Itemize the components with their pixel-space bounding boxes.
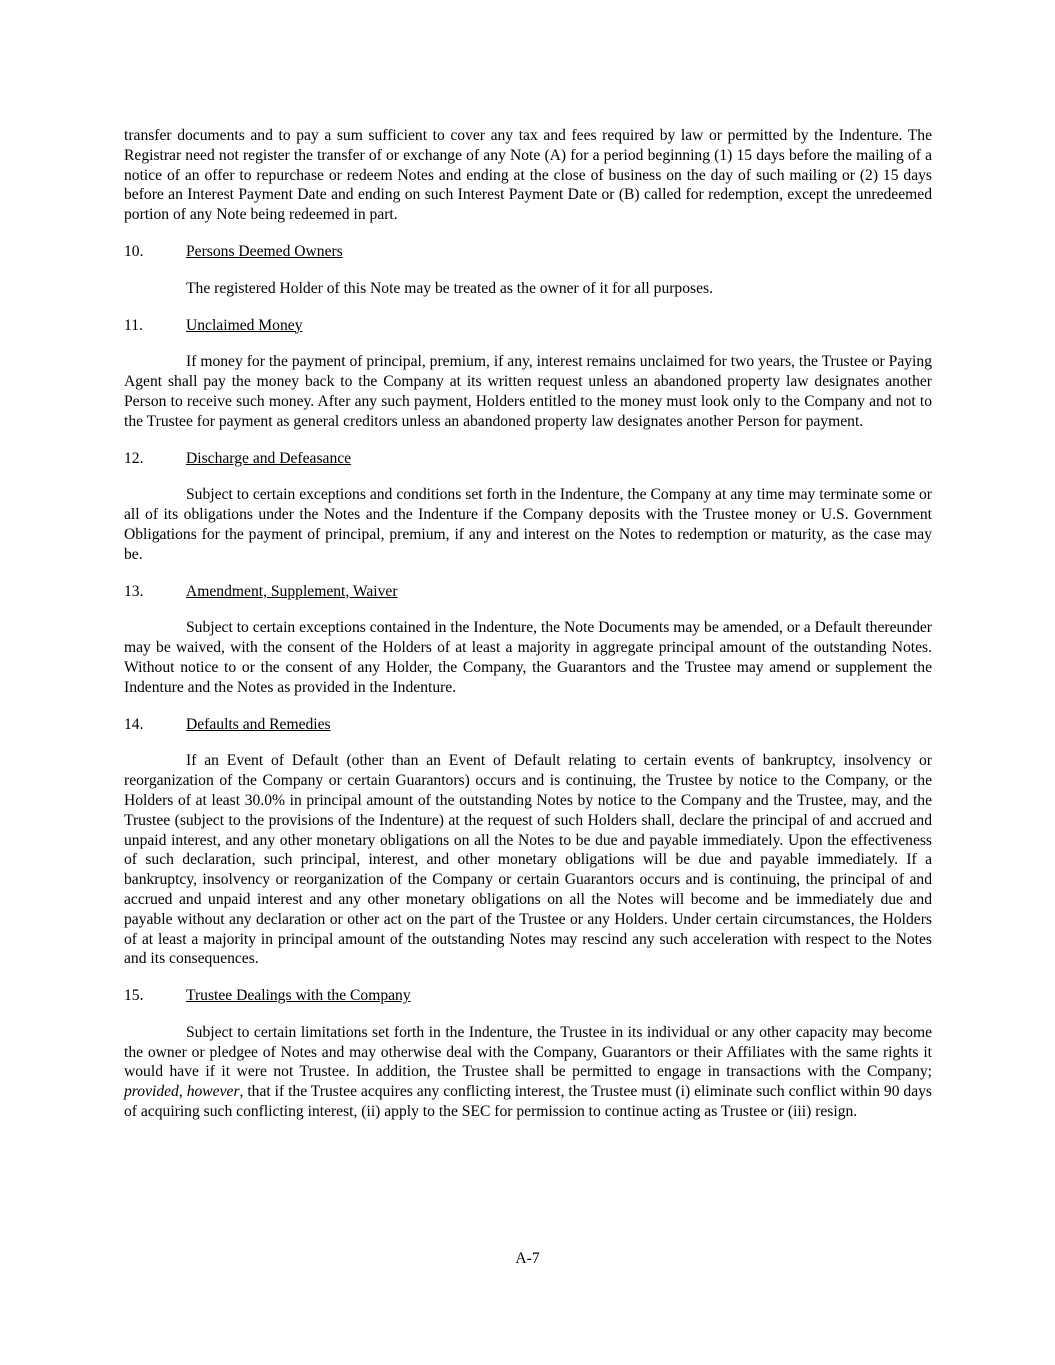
section-title: Discharge and Defeasance [186,449,352,467]
section-body-11: If money for the payment of principal, premium, if any, interest remains unclaimed for two years, the Trustee or Paying Agent shall pay the money back to the Company at its written request unless an abandoned property law designates another Person to receive such money. After any such payment, Holders entitled to the money must look only to the Company and not to the Trustee for payment as general creditors unless an abandoned property law designates another Person for payment. [124,353,932,430]
section-body-13: Subject to certain exceptions contained in the Indenture, the Note Documents may be amended, or a Default thereunder may be waived, with the consent of the Holders of at least a majority in aggregate principal amount of the outstanding Notes. Without notice to or the consent of any Holder, the Company, the Guarantors and the Trustee may amend or supplement the Indenture and the Notes as provided in the Indenture. [124,619,932,696]
italic-term: provided [124,1083,179,1101]
section-title: Trustee Dealings with the Company [186,987,411,1005]
section-number: 14. [124,715,144,733]
section-heading-12 [124,449,932,469]
section-heading-15 [124,986,932,1006]
section-title: Amendment, Supplement, Waiver [186,582,398,600]
section-heading-10 [124,242,932,262]
intro-paragraph: transfer documents and to pay a sum sufficient to cover any tax and fees required by law or permitted by the Indenture. The Registrar need not register the transfer of or exchange of any Note (A) for a period beginning (1) 15 days before the mailing of a notice of an offer to repurchase or redeem Notes and ending at the close of business on the day of such mailing or (2) 15 days before an Interest Payment Date and ending on such Interest Payment Date or (B) called for redemption, except the unredeemed portion of any Note being redeemed in part. [124,127,932,224]
page-number: A-7 [515,1250,540,1267]
section-body-14: If an Event of Default (other than an Event of Default relating to certain events of bankruptcy, insolvency or reorganization of the Company or certain Guarantors) occurs and is continuing, the Trustee by notice to the Company, or the Holders of at least 30.0% in principal amount of the outstanding Notes by notice to the Company and the Trustee, may, and the Trustee (subject to the provisions of the Indenture) at the request of such Holders shall, declare the principal of and accrued and unpaid interest, and any other monetary obligations on all the Notes to be due and payable immediately. Upon the effectiveness of such declaration, such principal, interest, and other monetary obligations will be due and payable immediately. If a bankruptcy, insolvency or reorganization of the Company or certain Guarantors occurs and is continuing, the principal of and accrued and unpaid interest and any other monetary obligations on all the Notes will become and be immediately due and payable without any declaration or other act on the part of the Trustee or any Holders. Under certain circumstances, the Holders of at least a majority in principal amount of the outstanding Notes may rescind any such acceleration with respect to the Notes and its consequences. [124,752,932,968]
body-text: Subject to certain limitations set forth in the Indenture, the Trustee in its individual or any other capacity may become the owner or pledgee of Notes and may otherwise deal with the Company, Guarantors or their Affiliates with the same rights it would have if it were not Trustee. In addition, the Trustee shall be permitted to engage in transactions with the Company; [124,1023,932,1081]
section-number: 10. [124,242,144,260]
body-text: , that if the Trustee acquires any conflicting interest, the Trustee must (i) eliminate such conflict within 90 days of acquiring such conflicting interest, (ii) apply to the SEC for permission to continue acting as Trustee or (iii) resign. [124,1083,933,1121]
section-heading-11 [124,316,932,336]
italic-term: however [186,1083,240,1101]
body-text: , [178,1083,187,1101]
section-body-15 [124,1023,932,1122]
section-body-10: The registered Holder of this Note may be treated as the owner of it for all purposes. [186,279,713,297]
section-number: 15. [124,987,144,1005]
section-title: Persons Deemed Owners [186,242,343,260]
section-number: 12. [124,449,144,467]
section-number: 13. [124,582,144,600]
section-title: Unclaimed Money [186,316,303,334]
section-title: Defaults and Remedies [186,715,331,733]
section-heading-13 [124,582,932,602]
section-number: 11. [124,316,143,334]
section-heading-14 [124,715,932,735]
section-body-12: Subject to certain exceptions and conditions set forth in the Indenture, the Company at any time may terminate some or all of its obligations under the Notes and the Indenture if the Company deposits with the Trustee money or U.S. Government Obligations for the payment of principal, premium, if any and interest on the Notes to redemption or maturity, as the case may be. [124,486,932,563]
document-body [124,126,932,1139]
